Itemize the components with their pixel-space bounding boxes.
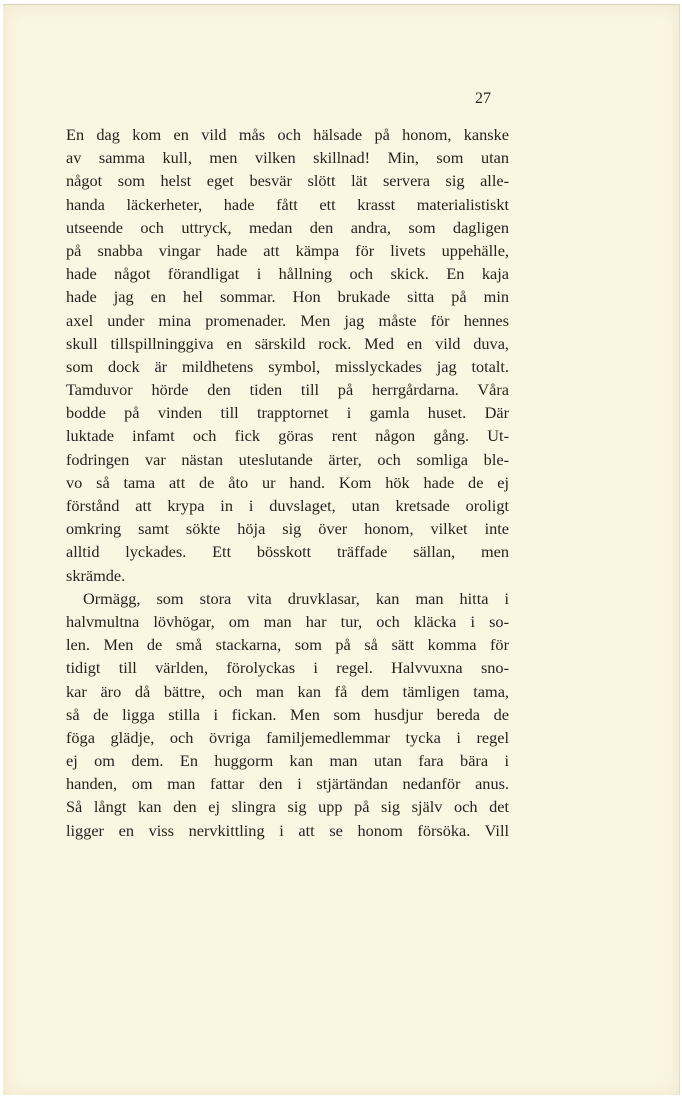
- text-line: något som helst eget besvär slött lät servera sig alle-: [66, 171, 509, 191]
- text-line: av samma kull, men vilken skillnad! Min, som utan: [66, 148, 509, 168]
- text-line: fodringen var nästan uteslutande ärter, och somliga ble-: [66, 449, 509, 469]
- page-number: 27: [475, 90, 491, 107]
- text-line: axel under mina promenader. Men jag måste för hennes: [66, 310, 509, 330]
- text-line: som dock är mildhetens symbol, misslyckades jag totalt.: [66, 356, 509, 376]
- text-line: halvmultna lövhögar, om man har tur, och kläcka i so-: [66, 611, 509, 631]
- text-line: utseende och uttryck, medan den andra, som dagligen: [66, 217, 509, 237]
- text-line: En dag kom en vild mås och hälsade på honom, kanske: [66, 125, 509, 144]
- text-line: på snabba vingar hade att kämpa för livets uppehälle,: [66, 240, 509, 260]
- text-line: skrämde.: [66, 565, 126, 585]
- text-line: Så långt kan den ej slingra sig upp på sig själv och det: [66, 797, 509, 817]
- text-line: skull tillspillninggiva en särskild rock. Med en vild duva,: [66, 333, 509, 353]
- body-text: [66, 123, 509, 842]
- text-line: hade jag en hel sommar. Hon brukade sitta på min: [66, 287, 509, 307]
- text-line: förstånd att krypa in i duvslaget, utan kretsade oroligt: [66, 496, 509, 515]
- text-line: alltid lyckades. Ett bösskott träffade sällan, men: [66, 542, 509, 562]
- text-line: bodde på vinden till trapptornet i gamla huset. Där: [66, 403, 509, 423]
- text-line: ligger en viss nervkittling i att se honom försöka. Vill: [66, 820, 509, 840]
- text-line: luktade infamt och fick göras rent någon gång. Ut-: [66, 426, 509, 446]
- text-line: tidigt till världen, förolyckas i regel. Halvvuxna sno-: [66, 658, 509, 678]
- text-line: handa läckerheter, hade fått ett krasst materialistiskt: [66, 194, 509, 214]
- text-line: så de ligga stilla i fickan. Men som husdjur bereda de: [66, 704, 509, 724]
- text-line: kar äro då bättre, och man kan få dem tämligen tama,: [66, 681, 509, 701]
- text-line: hade något förandligat i hållning och skick. En kaja: [66, 264, 509, 284]
- text-line: omkring samt sökte höja sig över honom, vilket inte: [66, 519, 509, 539]
- text-line: Ormägg, som stora vita druvklasar, kan man hitta i: [83, 588, 509, 608]
- text-line: Tamduvor hörde den tiden till på herrgårdarna. Våra: [66, 380, 509, 400]
- text-line: len. Men de små stackarna, som på så sätt komma för: [66, 635, 509, 655]
- book-page: [3, 4, 680, 1095]
- text-line: ej om dem. En huggorm kan man utan fara bära i: [66, 751, 509, 771]
- text-line: föga glädje, och övriga familjemedlemmar tycka i regel: [66, 727, 509, 747]
- text-line: vo så tama att de åto ur hand. Kom hök hade de ej: [66, 472, 509, 492]
- text-line: handen, om man fattar den i stjärtändan nedanför anus.: [66, 774, 509, 794]
